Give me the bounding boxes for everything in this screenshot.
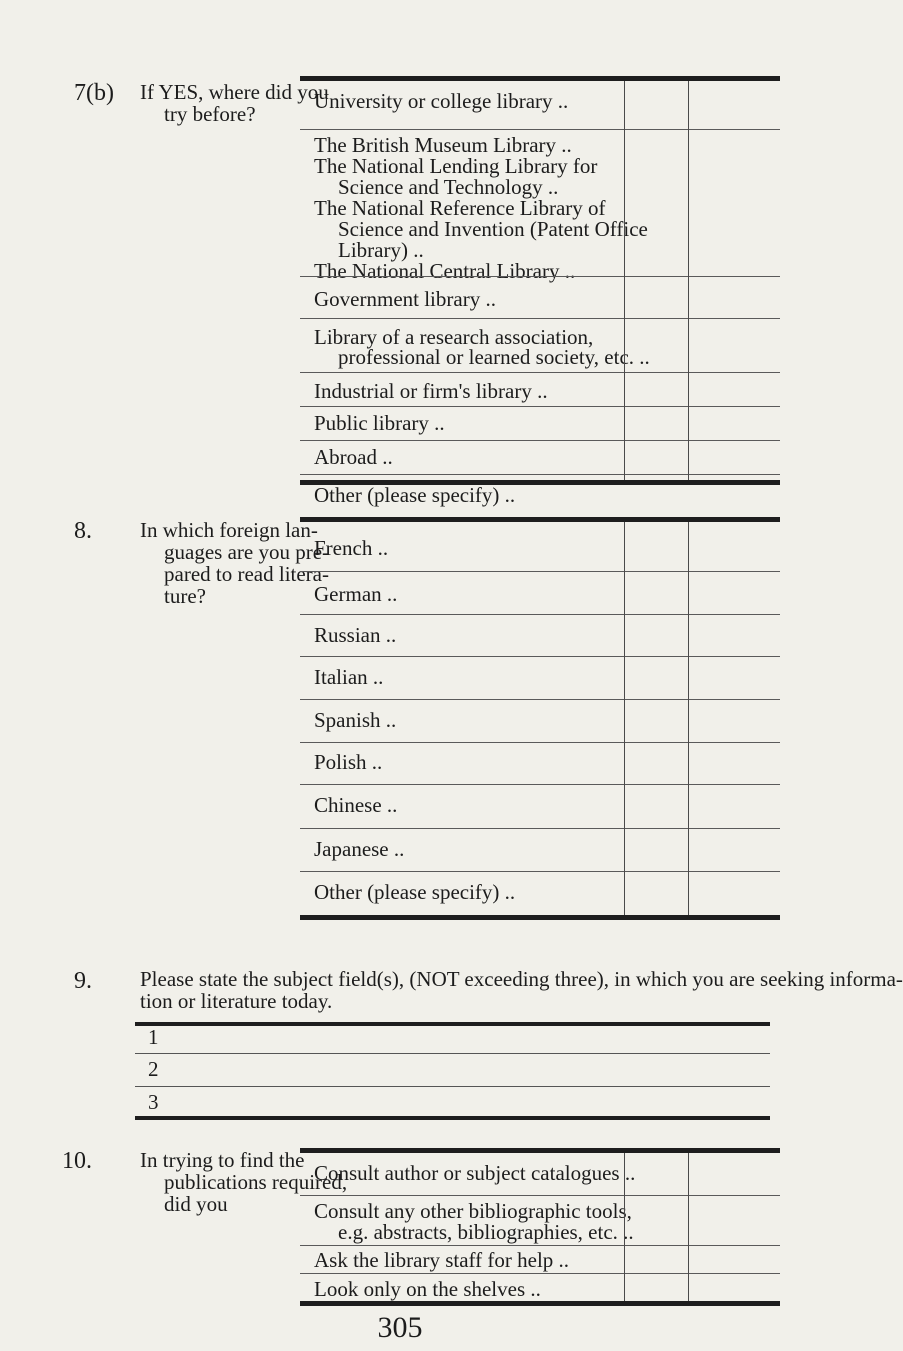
option-label: Italian .. [314,665,384,689]
answer-number: 1 [148,1025,159,1049]
option-label: Spanish .. [314,708,397,732]
question-10-text-line: In trying to find the [140,1148,305,1172]
option-label: Industrial or firm's library .. [314,379,548,403]
option-row[interactable] [300,614,780,656]
question-10-options-table [300,1148,780,1306]
question-7b-text-line: If YES, where did you [140,80,329,104]
answer-column-divider [688,81,689,480]
question-8-text-line: In which foreign lan- [140,518,318,542]
option-label: Library) .. [338,238,424,262]
option-label: French .. [314,536,389,560]
option-row[interactable] [300,276,780,318]
answer-column-divider [688,522,689,915]
option-label: Polish .. [314,750,383,774]
option-label: Japanese .. [314,837,405,861]
option-label: Consult any other bibliographic tools, [314,1199,632,1223]
question-9-answer-bottom-rule [135,1116,770,1120]
question-8-options-table [300,517,780,920]
question-7b-number: 7(b) [74,80,114,106]
option-label: e.g. abstracts, bibliographies, etc. .. [338,1220,634,1244]
option-label: The National Reference Library of [314,196,606,220]
answer-column-divider [624,81,625,480]
question-10-text-line: did you [164,1192,228,1216]
option-row[interactable] [300,571,780,614]
option-label: professional or learned society, etc. .. [338,345,650,369]
question-9-text-line: tion or literature today. [140,989,333,1013]
option-row[interactable] [300,699,780,742]
option-row[interactable] [300,871,780,915]
option-label: Government library .. [314,287,496,311]
option-row[interactable] [300,1273,780,1301]
answer-line[interactable] [135,1086,770,1087]
option-row[interactable] [300,372,780,406]
answer-number: 2 [148,1057,159,1081]
option-label: Consult author or subject catalogues .. [314,1161,636,1185]
question-10-text-line: publications required, [164,1170,348,1194]
option-label: Other (please specify) .. [314,483,516,507]
option-row[interactable] [300,129,780,283]
question-8-number: 8. [74,518,92,544]
option-label: Look only on the shelves .. [314,1277,541,1301]
option-label: Abroad .. [314,445,393,469]
option-label: Library of a research association, [314,325,594,349]
question-8-text-line: pared to read litera- [164,562,329,586]
answer-line[interactable] [135,1053,770,1054]
option-row[interactable] [300,1153,780,1191]
option-row[interactable] [300,318,780,372]
option-label: The British Museum Library .. [314,133,572,157]
page-number: 305 [377,1311,423,1344]
question-8-text-line: ture? [164,584,206,608]
question-7b-options-table [300,76,780,507]
option-row[interactable] [300,656,780,699]
question-9-answer-top-rule [135,1022,770,1026]
option-row[interactable] [300,474,780,514]
question-8-text-line: guages are you pre- [164,540,330,564]
question-9-text [140,967,903,1013]
option-row[interactable] [300,828,780,871]
option-label: Public library .. [314,411,445,435]
question-9-number: 9. [74,968,92,994]
question-7b-text-line: try before? [164,102,256,126]
option-label: Science and Technology .. [338,175,559,199]
option-label: University or college library .. [314,89,569,113]
option-row[interactable] [300,522,780,571]
option-row[interactable] [300,406,780,440]
option-label: Other (please specify) .. [314,880,516,904]
option-row[interactable] [300,742,780,784]
answer-number: 3 [148,1090,159,1114]
option-row[interactable] [300,1245,780,1273]
question-9-text-line: Please state the subject field(s), (NOT exceeding three), in which you are seeking informa- [140,967,903,991]
option-row[interactable] [300,784,780,828]
answer-column-divider [624,1153,625,1301]
option-row[interactable] [300,81,780,121]
answer-column-divider [624,522,625,915]
question-10-number: 10. [62,1148,92,1174]
option-label: Ask the library staff for help .. [314,1248,570,1272]
answer-column-divider [688,1153,689,1301]
option-row[interactable] [300,440,780,474]
option-label: Science and Invention (Patent Office [338,217,648,241]
option-label: The National Lending Library for [314,154,598,178]
option-label: The National Central Library .. [314,259,576,283]
option-label: German .. [314,582,398,606]
option-row[interactable] [300,1195,780,1245]
option-label: Russian .. [314,623,397,647]
option-label: Chinese .. [314,793,398,817]
